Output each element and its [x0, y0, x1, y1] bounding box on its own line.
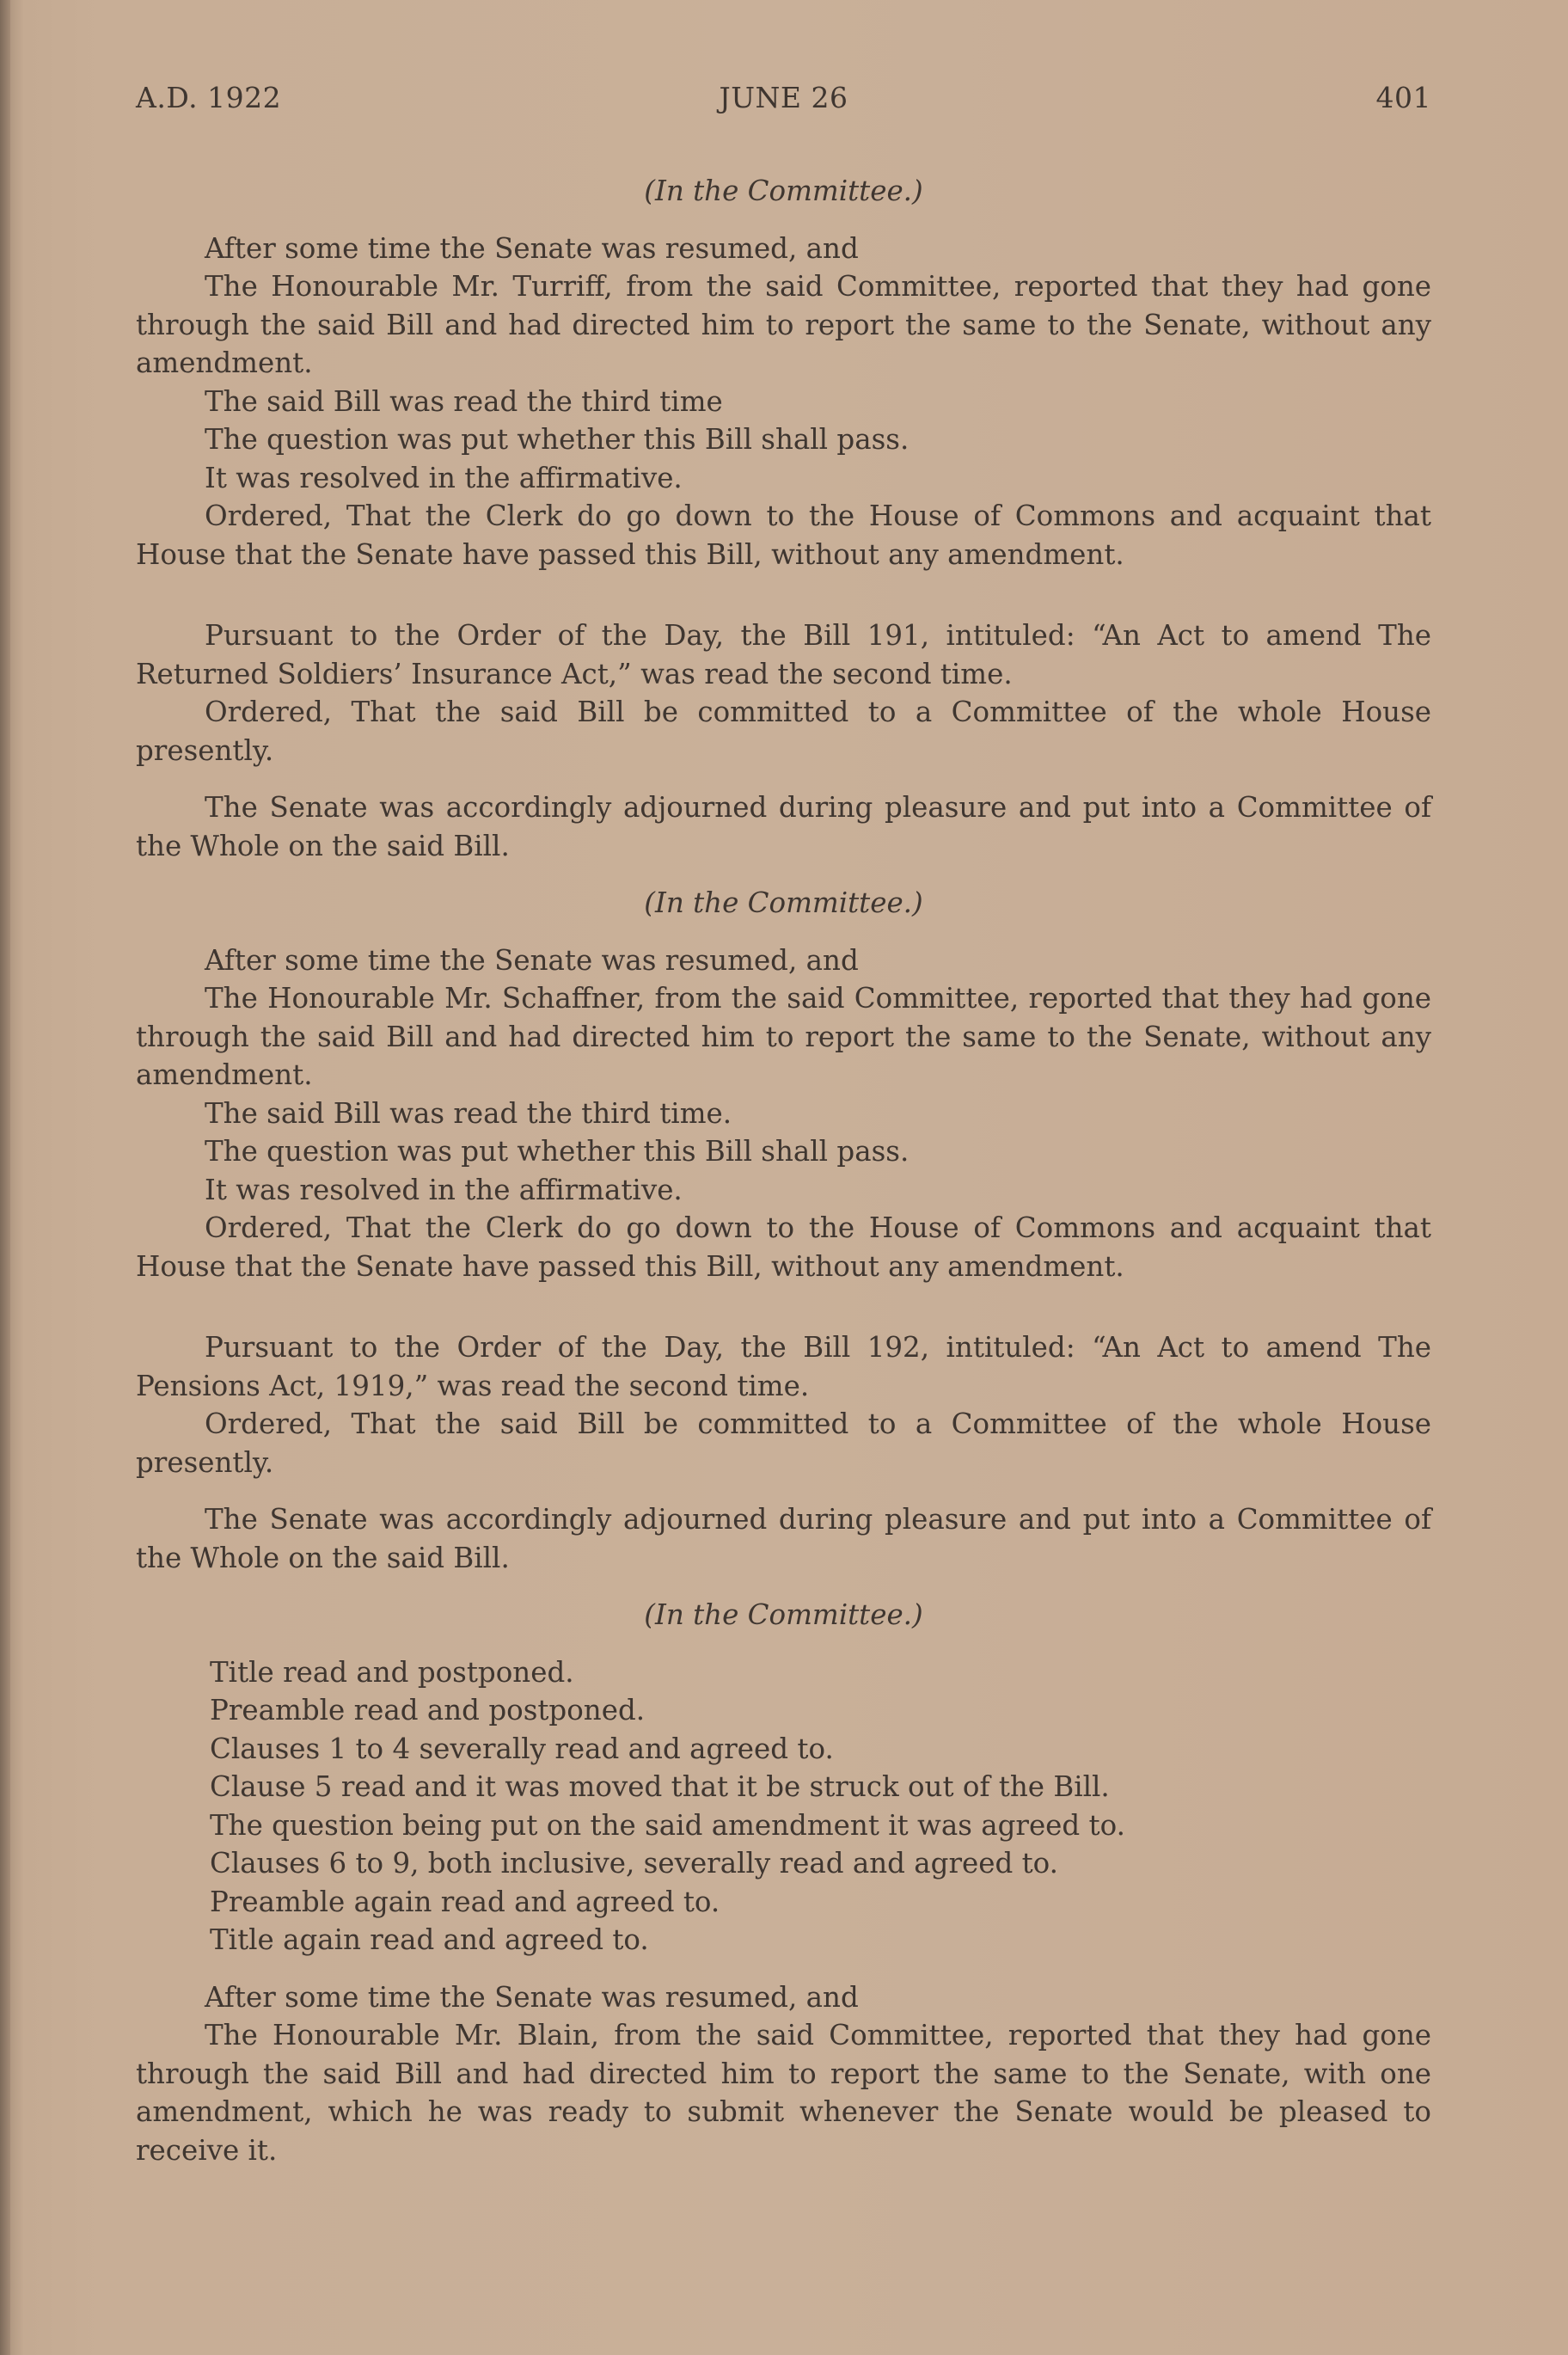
- paragraph: Ordered, That the said Bill be committed to a Committee of the whole House presently.: [136, 696, 1431, 767]
- committee-heading: (In the Committee.): [644, 886, 923, 919]
- page-number: 401: [1375, 81, 1431, 114]
- list-item: Clauses 6 to 9, both inclusive, severally read and agreed to.: [210, 1847, 1058, 1880]
- paragraph: The Senate was accordingly adjourned during pleasure and put into a Committee of the Whole on the said Bill.: [136, 1503, 1431, 1574]
- list-item: Title read and postponed.: [210, 1655, 574, 1689]
- paragraph: Pursuant to the Order of the Day, the Bill 192, intituled: “An Act to amend The Pensions Act, 1919,” was read the second time.: [136, 1331, 1431, 1402]
- page-body: [136, 172, 1431, 2169]
- paragraph: The said Bill was read the third time.: [205, 1096, 732, 1130]
- list-item: Clauses 1 to 4 severally read and agreed to.: [210, 1732, 834, 1765]
- paragraph: After some time the Senate was resumed, and: [205, 231, 859, 265]
- paragraph: The Honourable Mr. Schaffner, from the said Committee, reported that they had gone through the said Bill and had directed him to report the same to the Senate, without any amendment.: [136, 982, 1431, 1091]
- paragraph: Ordered, That the Clerk do go down to the House of Commons and acquaint that House that the Senate have passed this Bill, without any amendment.: [136, 500, 1431, 571]
- paragraph: The said Bill was read the third time: [205, 384, 723, 418]
- committee-heading: (In the Committee.): [644, 175, 923, 207]
- paragraph: It was resolved in the affirmative.: [205, 461, 683, 494]
- paragraph: The Honourable Mr. Turriff, from the said Committee, reported that they had gone through the said Bill and had directed him to report the same to the Senate, without any amendment.: [136, 270, 1431, 379]
- paragraph: Pursuant to the Order of the Day, the Bill 191, intituled: “An Act to amend The Returned Soldiers’ Insurance Act,” was read the second time.: [136, 619, 1431, 690]
- paragraph: It was resolved in the affirmative.: [205, 1173, 683, 1206]
- committee-heading: (In the Committee.): [644, 1598, 923, 1631]
- list-item: Title again read and agreed to.: [210, 1923, 649, 1956]
- paragraph: After some time the Senate was resumed, and: [205, 1980, 859, 2014]
- header-year: A.D. 1922: [136, 81, 282, 114]
- paragraph: Ordered, That the Clerk do go down to the House of Commons and acquaint that House that the Senate have passed this Bill, without any amendment.: [136, 1211, 1431, 1283]
- paragraph: After some time the Senate was resumed, and: [205, 943, 859, 977]
- paragraph: The Senate was accordingly adjourned during pleasure and put into a Committee of the Whole on the said Bill.: [136, 791, 1431, 862]
- list-item: Clause 5 read and it was moved that it be struck out of the Bill.: [210, 1770, 1110, 1803]
- paragraph: The question was put whether this Bill shall pass.: [205, 1135, 910, 1168]
- list-item: Preamble again read and agreed to.: [210, 1885, 720, 1918]
- list-item: Preamble read and postponed.: [210, 1694, 646, 1726]
- paragraph: The Honourable Mr. Blain, from the said Committee, reported that they had gone through the said Bill and had directed him to report the same to the Senate, with one amendment, which he was ready to submit whenever the Senate would be pleased to receive it.: [136, 2019, 1431, 2167]
- list-item: The question being put on the said amendment it was agreed to.: [210, 1808, 1125, 1842]
- header-date: JUNE 26: [719, 81, 848, 114]
- page-header: [136, 81, 1431, 124]
- paragraph: Ordered, That the said Bill be committed to a Committee of the whole House presently.: [136, 1407, 1431, 1479]
- paragraph: The question was put whether this Bill shall pass.: [205, 423, 910, 456]
